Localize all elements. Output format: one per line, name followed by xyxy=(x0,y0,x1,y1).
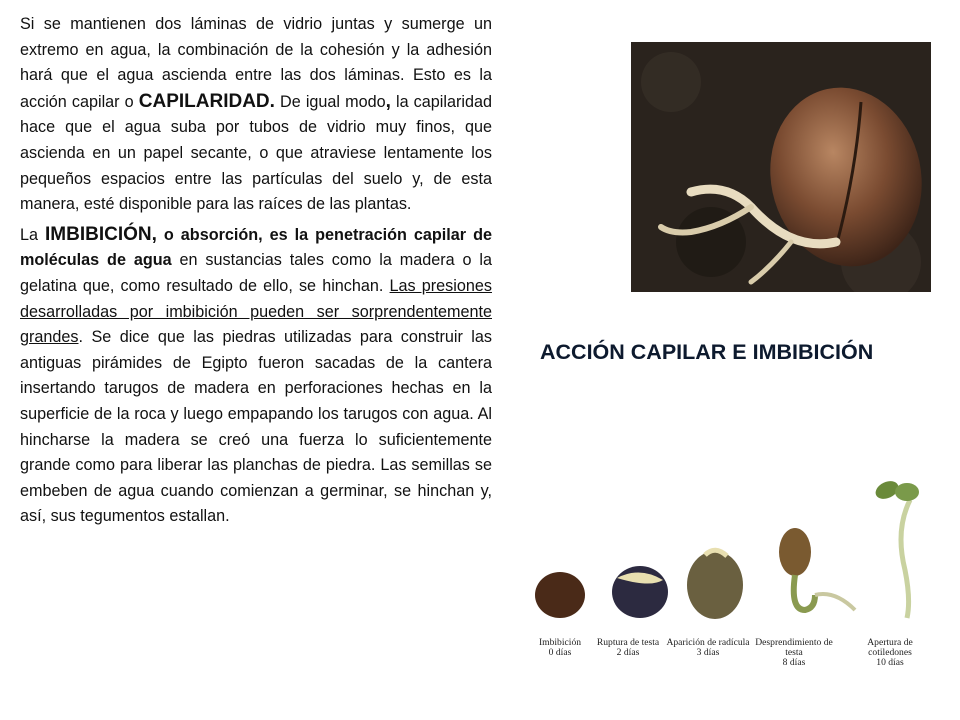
stages-illustration xyxy=(515,470,935,630)
stage-caption-0: Imbibición 0 días xyxy=(538,637,582,658)
section-title: ACCIÓN CAPILAR E IMBIBICIÓN xyxy=(540,340,874,364)
body-text xyxy=(20,12,492,534)
stage-caption-1: Ruptura de testa 2 días xyxy=(596,637,660,658)
stage-caption-2: Aparición de radícula 3 días xyxy=(666,637,750,658)
seed-illustration xyxy=(631,42,931,292)
germinating-seed-photo xyxy=(631,42,931,292)
paragraph-imbibition: La IMBIBICIÓN, o absorción, es la penetración capilar de moléculas de agua en sustancias tales como la madera o la gelatina que, como resultado de ello, se hinchan. Las presiones desarrolladas por imbibición pueden ser sorprendentemente grandes. Se dice que las piedras utilizadas para construir las antiguas pirámides de Egipto fueron sacadas de la cantera insertando tarugos de madera en perforaciones hechas en la superficie de la roca y luego empapando los tarugos con agua. Al hincharse la madera se creó una fuerza lo suficientemente grande como para liberar las planchas de piedra. Las semillas se embeben de agua cuando comienzan a germinar, se hinchan y, así, sus tegumentos estallan. xyxy=(20,223,492,526)
stage-caption-4: Apertura de cotiledones 10 días xyxy=(867,637,913,668)
germination-stages-figure xyxy=(515,470,935,670)
stage-caption-3: Desprendimiento de testa 8 días xyxy=(755,637,833,668)
paragraph-capillarity: Si se mantienen dos láminas de vidrio juntas y sumerge un extremo en agua, la combinación de la cohesión y la adhesión hará que el agua ascienda entre las dos láminas. Esto es la acción capilar o CAPILARIDAD. De igual modo, la capilaridad hace que el agua suba por tubos de vidrio muy finos, que ascienda en un papel secante, o que atraviese lentamente los pequeños espacios entre las partículas del suelo y, de esta manera, esté disponible para las raíces de las plantas. xyxy=(20,15,492,214)
term-capilaridad: CAPILARIDAD. xyxy=(138,90,275,112)
term-imbibicion: IMBIBICIÓN, xyxy=(45,223,157,245)
underlined-sentence: Las presiones desarrolladas por imbibición pueden ser sorprendentemente grandes xyxy=(20,276,492,347)
